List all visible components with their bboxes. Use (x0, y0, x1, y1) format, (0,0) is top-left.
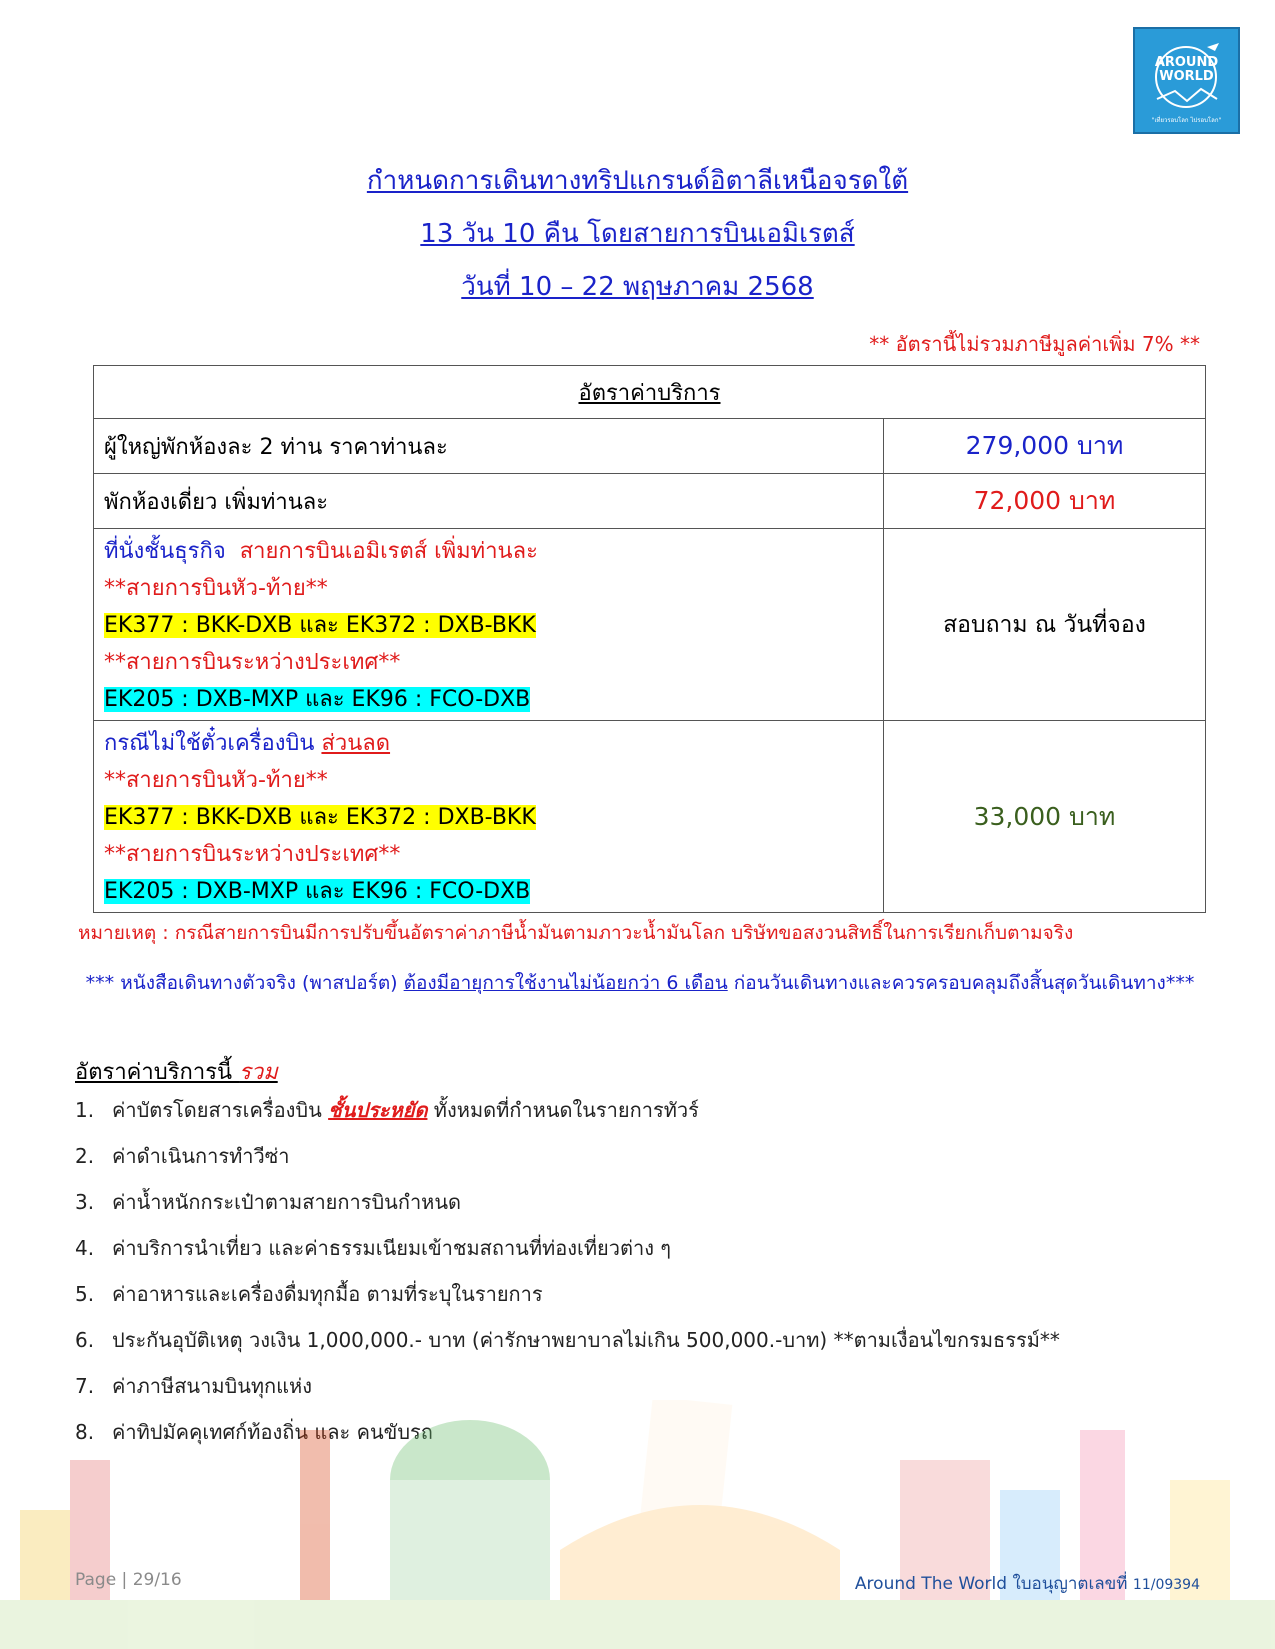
no-ticket-route-1: EK377 : BKK-DXB และ EK372 : DXB-BKK (104, 805, 536, 830)
footer-company-name: Around The World ใบอนุญาตเลขที่ (854, 1574, 1133, 1594)
passport-note-part1: *** หนังสือเดินทางตัวจริง (พาสปอร์ต) (85, 972, 404, 994)
include-item-text-tail: ทั้งหมดที่กำหนดในรายการทัวร์ (427, 1098, 699, 1122)
no-ticket-sub-2: **สายการบินระหว่างประเทศ** (104, 842, 401, 867)
include-item-number: 5. (75, 1282, 95, 1306)
include-item-number: 7. (75, 1374, 95, 1398)
no-ticket-sub-1: **สายการบินหัว-ท้าย** (104, 768, 328, 793)
page-number: Page | 29/16 (75, 1570, 182, 1590)
passport-note-emphasis: ต้องมีอายุการใช้งานไม่น้อยกว่า 6 เดือน (403, 972, 728, 994)
include-item-number: 4. (75, 1236, 95, 1260)
no-ticket-price: 33,000 บาท (884, 721, 1206, 913)
rate-table (93, 365, 1206, 913)
business-sub-2: **สายการบินระหว่างประเทศ** (104, 650, 401, 675)
include-item-text: ค่าน้ำหนักกระเป๋าตามสายการบินกำหนด (112, 1190, 462, 1214)
adult-rate-price: 279,000 บาท (884, 419, 1206, 474)
passport-note (80, 962, 1200, 1004)
no-ticket-cell (94, 721, 884, 913)
logo-tagline: "เที่ยวรอบโลก ไปรอบโลก" (1151, 117, 1222, 124)
include-item (75, 1190, 1060, 1236)
include-item (75, 1098, 1060, 1144)
include-item-text: ค่าภาษีสนามบินทุกแห่ง (112, 1374, 312, 1398)
business-class-cell (94, 529, 884, 721)
include-item (75, 1144, 1060, 1190)
include-item-number: 2. (75, 1144, 95, 1168)
include-item (75, 1328, 1060, 1374)
include-item (75, 1236, 1060, 1282)
logo-text-around: AROUND (1154, 55, 1219, 70)
business-route-1: EK377 : BKK-DXB และ EK372 : DXB-BKK (104, 613, 536, 638)
includes-heading (75, 1054, 278, 1089)
footer-license: 11/09394 (1132, 1577, 1200, 1593)
vat-note: ** อัตรานี้ไม่รวมภาษีมูลค่าเพิ่ม 7% ** (869, 332, 1200, 356)
page-subtitle: 13 วัน 10 คืน โดยสายการบินเอมิเรตส์ (420, 219, 855, 249)
business-price: สอบถาม ณ วันที่จอง (884, 529, 1206, 721)
include-item-text: ประกันอุบัติเหตุ วงเงิน 1,000,000.- บาท (ค่ารักษาพยาบาลไม่เกิน 500,000.-บาท) **ตามเงื่อนไขกรมธรรม์** (112, 1328, 1060, 1352)
remark-note: หมายเหตุ : กรณีสายการบินมีการปรับขึ้นอัตราค่าภาษีน้ำมันตามภาวะน้ำมันโลก บริษัทขอสงวนสิทธิ์ในการเรียกเก็บตามจริง (78, 922, 1074, 944)
company-logo (1133, 27, 1240, 134)
include-item-number: 3. (75, 1190, 95, 1214)
page-title: กำหนดการเดินทางทริปแกรนด์อิตาลีเหนือจรดใต้ (366, 166, 909, 196)
include-item-text: ค่าดำเนินการทำวีซ่า (112, 1144, 290, 1168)
include-item-text: ค่าทิปมัคคุเทศก์ท้องถิ่น และ คนขับรถ (112, 1420, 433, 1444)
single-room-price: 72,000 บาท (884, 474, 1206, 529)
footer-company (855, 1570, 1200, 1597)
travel-dates: วันที่ 10 – 22 พฤษภาคม 2568 (461, 272, 814, 302)
discount-label: ส่วนลด (321, 731, 391, 756)
single-room-label: พักห้องเดี่ยว เพิ่มท่านละ (94, 474, 884, 529)
no-ticket-route-2: EK205 : DXB-MXP และ EK96 : FCO-DXB (104, 879, 531, 904)
business-airline-label: สายการบินเอมิเรตส์ เพิ่มท่านละ (239, 539, 538, 564)
include-item-number: 1. (75, 1098, 95, 1122)
include-item-number: 8. (75, 1420, 95, 1444)
include-item-text: ค่าบัตรโดยสารเครื่องบิน (112, 1098, 329, 1122)
includes-heading-emphasis: รวม (239, 1060, 278, 1085)
italy-skyline-illustration (0, 1400, 1275, 1649)
includes-heading-text: อัตราค่าบริการนี้ (75, 1060, 240, 1085)
include-item-emphasis: ชั้นประหยัด (328, 1098, 428, 1122)
business-route-2: EK205 : DXB-MXP และ EK96 : FCO-DXB (104, 687, 531, 712)
include-item-number: 6. (75, 1328, 95, 1352)
adult-rate-label: ผู้ใหญ่พักห้องละ 2 ท่าน ราคาท่านละ (94, 419, 884, 474)
logo-text-world: WORLD (1159, 69, 1214, 84)
include-item (75, 1282, 1060, 1328)
rate-table-header: อัตราค่าบริการ (94, 366, 1206, 419)
include-item-text: ค่าบริการนำเที่ยว และค่าธรรมเนียมเข้าชมสถานที่ท่องเที่ยวต่าง ๆ (112, 1236, 672, 1260)
include-item-text: ค่าอาหารและเครื่องดื่มทุกมื้อ ตามที่ระบุในรายการ (112, 1282, 543, 1306)
no-ticket-label: กรณีไม่ใช้ตั๋วเครื่องบิน (104, 731, 315, 756)
business-label: ที่นั่งชั้นธุรกิจ (104, 539, 226, 564)
business-sub-1: **สายการบินหัว-ท้าย** (104, 576, 328, 601)
passport-note-part3: ก่อนวันเดินทางและควรครอบคลุมถึงสิ้นสุดวันเดินทาง*** (727, 972, 1195, 994)
